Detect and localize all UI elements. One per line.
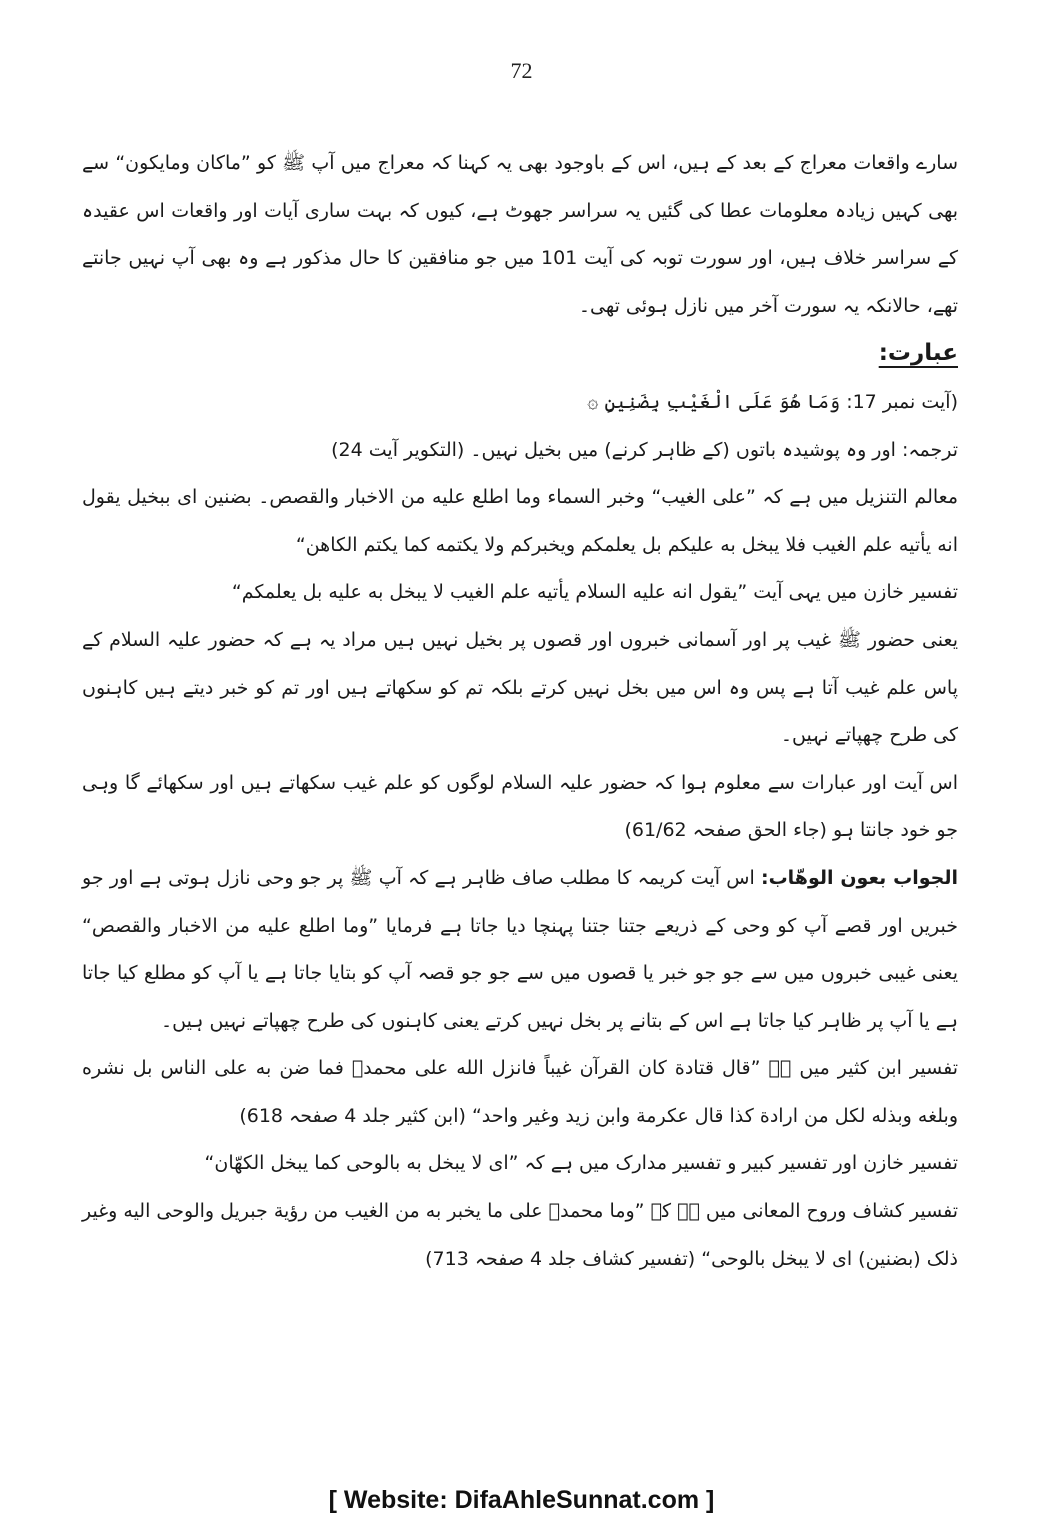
paragraph-miraj: سارے واقعات معراج کے بعد کے ہیں، اس کے باوجود بھی یہ کہنا کہ معراج میں آپ ﷺ کو ”ماکان ومایکون“ سے بھی کہیں زیادہ معلومات عطا کی گئیں یہ سراسر جھوٹ ہے، کیوں کہ بہت ساری آیات اور واقعات اس عقیدہ کے سراسر خلاف ہیں، اور سورت توبہ کی آیت 101 میں جو منافقین کا حال مذکور ہے وہ بھی آپ نہیں جانتے تھے، حالانکہ یہ سورت آخر میں نازل ہوئی تھی۔ xyxy=(82,152,958,317)
quote-maalim: معالم التنزیل میں ہے کہ ”علی الغیب“ وخبر السماء وما اطلع علیه من الاخبار والقصص۔ بضنین ای ببخیل یقول انه یأتیه علم الغیب فلا یبخل به علیکم بل یعلمکم ویخبرکم ولا یکتمه کما یکتم الکاهن“ xyxy=(82,486,958,556)
page-number: 72 xyxy=(510,58,533,83)
conclusion-reference: (جاء الحق صفحہ 61/62) xyxy=(624,819,827,842)
answer-heading: الجواب بعون الوھّاب: xyxy=(760,866,958,889)
quote-ibn-kathir: تفسیر ابن کثیر میں ہے ”قال قتادة کان القرآن غیباً فانزل الله علی محمدؐ فما ضن به علی الناس بل نشره وبلغه وبذله لکل من ارادة کذا قال عکرمة وابن زید وغیر واحد“ (ابن کثیر جلد 4 صفحہ 618) xyxy=(82,1057,958,1127)
paragraph-conclusion xyxy=(82,760,958,855)
quote-khazin-kabir: تفسیر خازن اور تفسیر کبیر و تفسیر مدارک میں ہے کہ ”ای لا یبخل به بالوحی کما یبخل الکهّان“ xyxy=(204,1152,958,1175)
answer-text: اس آیت کریمہ کا مطلب صاف ظاہر ہے کہ آپ ﷺ پر جو وحی نازل ہوتی ہے اور جو خبریں اور قصے آپ کو وحی کے ذریعے جتنا جتنا پہنچا دیا جاتا ہے فرمایا ”وما اطلع علیه من الاخبار والقصص“ یعنی غیبی خبروں میں سے جو جو خبر یا قصوں میں سے جو جو قصہ آپ کو بتایا جاتا ہے یا آپ کو مطلع کیا جاتا ہے یا آپ پر ظاہر کیا جاتا ہے اس کے بتانے پر بخل نہیں کرتے یعنی کاہنوں کی طرح چھپاتے نہیں ہیں۔ xyxy=(82,866,958,1032)
paragraph-answer xyxy=(82,855,958,1045)
paragraph-explanation: یعنی حضور ﷺ غیب پر اور آسمانی خبروں اور قصوں پر بخیل نہیں ہیں مراد یہ ہے کہ حضور علیہ السلام کے پاس علم غیب آتا ہے پس وہ اس میں بخل نہیں کرتے بلکہ تم کو سکھاتے ہیں اور تم کو خبر دیتے ہیں کاہنوں کی طرح چھپاتے نہیں۔ xyxy=(82,628,958,747)
ayah-number: (آیت نمبر 17: xyxy=(846,390,958,413)
conclusion-text: اس آیت اور عبارات سے معلوم ہوا کہ حضور علیہ السلام لوگوں کو علم غیب سکھاتے ہیں اور سکھائے گا وہی جو خود جانتا ہو xyxy=(82,771,958,842)
section-heading-row xyxy=(82,330,958,379)
ayah-text: وَمَا هُوَ عَلَى الْغَيْبِ بِضَنِينٍ ۞ xyxy=(587,390,841,413)
ayah-line xyxy=(82,379,958,427)
translation: ترجمہ: اور وہ پوشیدہ باتوں (کے ظاہر کرنے) میں بخیل نہیں۔ (التکویر آیت 24) xyxy=(331,438,958,461)
quote-kashaf: تفسیر کشاف وروح المعانی میں ہے کہ ”وما محمدؐ علی ما یخبر به من الغیب من رؤیة جبریل والوحی الیه وغیر ذلک (بضنین) ای لا یبخل بالوحی“ (تفسیر کشاف جلد 4 صفحہ 713) xyxy=(82,1200,958,1270)
quote-khazin: تفسیر خازن میں یہی آیت ”یقول انه علیه السلام یأتیه علم الغیب لا یبخل به علیه بل یعلمکم“ xyxy=(231,581,958,604)
section-heading: عبارت: xyxy=(878,340,958,367)
website-footer: [ Website: DifaAhleSunnat.com ] xyxy=(328,1486,715,1514)
document-body xyxy=(82,140,958,1283)
